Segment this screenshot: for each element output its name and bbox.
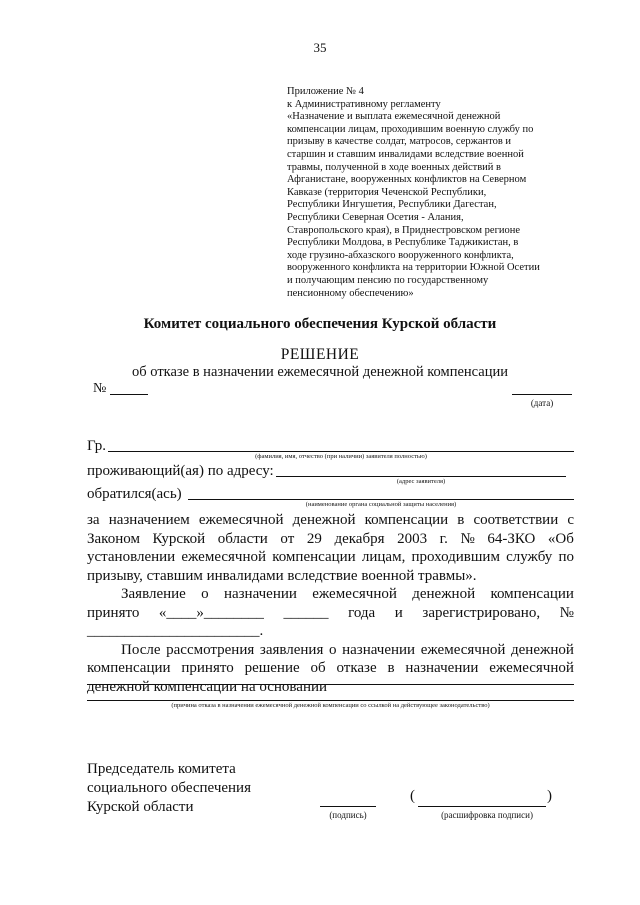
word: г. [439, 530, 448, 547]
word: декабря [334, 530, 385, 547]
word: денежной [511, 641, 574, 658]
word: по [558, 549, 574, 565]
chair-signature-block [87, 760, 251, 817]
refusal-reason-caption: (причина отказа в назначении ежемесячной денежной компенсации со ссылкой на действующее законодательство) [171, 702, 490, 709]
body-line [87, 659, 574, 678]
word: проходившим [411, 549, 500, 565]
appendix-line: компенсации лицам, проходившим военную службу по [287, 123, 534, 135]
appendix-line: Республики Северная Осетия - Алания, [287, 211, 464, 223]
word: назначении [405, 660, 479, 676]
word: После [121, 641, 161, 658]
refusal-reason-field-2[interactable] [87, 700, 574, 701]
word: компенсации [272, 549, 356, 565]
word: в [387, 660, 395, 676]
chair-line: Председатель комитета [87, 761, 236, 777]
word: № [460, 530, 475, 547]
appendix-line: «Назначение и выплата ежемесячной денежной [287, 111, 501, 123]
chair-line: социального обеспечения [87, 780, 251, 796]
registration-year-field[interactable]: ______ [283, 604, 329, 621]
word: с [567, 512, 574, 528]
word: об [310, 660, 326, 676]
word: ежемесячной [312, 586, 397, 602]
citizen-label: Гр. [87, 438, 106, 454]
word: «Об [547, 530, 574, 547]
transcript-caption: (расшифровка подписи) [441, 810, 533, 820]
word: ежемесячной [489, 660, 574, 676]
appendix-line: вооруженного конфликта на территории Южной Осетии [287, 262, 540, 274]
word: компенсации [364, 512, 449, 528]
word: о [201, 586, 209, 602]
word: установлении [87, 549, 176, 565]
appendix-line: Кавказе (территория Чеченской Республики, [287, 186, 487, 198]
open-paren: ( [410, 788, 415, 804]
appendix-line: Ставропольского края), в Приднестровском регионе [287, 224, 521, 236]
date-caption: (дата) [530, 398, 554, 408]
body-line: денежной компенсации на основании [87, 678, 328, 695]
decision-date-field[interactable] [512, 394, 572, 395]
word: лицам, [361, 549, 406, 565]
word: назначении [223, 586, 297, 602]
word: рассмотрения [166, 641, 255, 658]
word: зарегистрировано, [422, 604, 541, 621]
authority-field[interactable] [188, 499, 574, 500]
body-line [87, 641, 574, 660]
body-line: призыву, ставшим инвалидами вследствие военной травмы». [87, 567, 477, 584]
body-line [87, 604, 574, 623]
word: года [348, 604, 376, 621]
appendix-line: травмы, полученной в ходе военных действий в [287, 161, 501, 173]
authority-caption: (наименование органа социальной защиты населения) [305, 501, 457, 508]
word: в [457, 512, 465, 528]
chair-line: Курской области [87, 799, 194, 815]
word: отказе [336, 660, 377, 676]
word: решение [244, 660, 300, 676]
signature-caption: (подпись) [329, 810, 367, 820]
word: ежемесячной [181, 549, 267, 565]
applied-label: обратился(ась) [87, 486, 182, 502]
page-number: 35 [313, 40, 327, 55]
citizen-caption: (фамилия, имя, отчество (при наличии) заявителя полностью) [255, 453, 427, 460]
address-caption: (адрес заявителя) [396, 478, 446, 485]
word: 2003 [397, 530, 428, 547]
word: и [394, 604, 403, 621]
word: ежемесячной [420, 641, 506, 658]
word: принято [181, 660, 234, 676]
appendix-line: старшин и ставшим инвалидами вследствие военной [287, 148, 524, 160]
decision-number-field[interactable] [110, 394, 148, 395]
body-line [87, 511, 574, 530]
word: компенсации [87, 660, 171, 676]
word: назначением [108, 512, 190, 528]
decision-body [87, 511, 574, 696]
word: от [280, 530, 295, 547]
appendix-line: призыву в качестве солдат, матросов, сержантов и [287, 136, 512, 148]
word: области [217, 530, 268, 547]
decision-number-label: № [93, 381, 107, 396]
decision-subtitle: об отказе в назначении ежемесячной денежной компенсации [132, 364, 508, 380]
refusal-reason-field[interactable] [87, 684, 574, 685]
appendix-line: пенсионному обеспечению» [287, 287, 414, 299]
appendix-line: Республики Ингушетия, Республики Дагестан, [287, 199, 497, 211]
registration-number-field[interactable]: _______________________. [87, 623, 264, 639]
word: Законом [87, 530, 140, 547]
body-line [87, 585, 574, 604]
word: денежной [412, 586, 476, 602]
registration-date-field[interactable]: «____»________ [158, 604, 264, 621]
signature-transcript-field[interactable] [418, 806, 546, 807]
decision-heading: РЕШЕНИЕ [280, 346, 360, 363]
appendix-line: к Административному регламенту [287, 98, 441, 110]
word: № [559, 604, 574, 621]
appendix-line: Республики Молдова, в Республике Таджикистан, в [287, 237, 519, 249]
word: денежной [292, 512, 356, 528]
appendix-title: Приложение № 4 [287, 86, 364, 97]
word: о [328, 641, 337, 658]
close-paren: ) [547, 788, 552, 804]
address-label: проживающий(ая) по адресу: [87, 463, 274, 479]
word: 64-ЗКО [487, 530, 536, 547]
word: компенсации [490, 586, 574, 602]
word: за [87, 512, 100, 528]
citizen-name-field[interactable] [108, 451, 574, 452]
body-line [87, 530, 574, 549]
word: Заявление [121, 586, 186, 602]
committee-title: Комитет социального обеспечения Курской области [143, 316, 497, 332]
word: Курской [152, 530, 206, 547]
word: назначении [342, 641, 416, 658]
word: принято [87, 604, 140, 621]
appendix-line: ходе грузино-абхазского вооруженного конфликта, [287, 249, 514, 261]
appendix-line: и получающим пенсию по государственному [287, 274, 489, 286]
word: ежемесячной [198, 512, 284, 528]
word: службу [506, 549, 553, 565]
appendix-block [287, 86, 587, 300]
word: заявления [259, 641, 324, 658]
appendix-line: Афганистане, вооруженных конфликтов на Северном [287, 174, 527, 186]
address-field[interactable] [276, 476, 566, 477]
body-line [87, 548, 574, 567]
word: соответствии [473, 512, 559, 528]
signature-field[interactable] [320, 806, 376, 807]
word: 29 [306, 530, 322, 547]
